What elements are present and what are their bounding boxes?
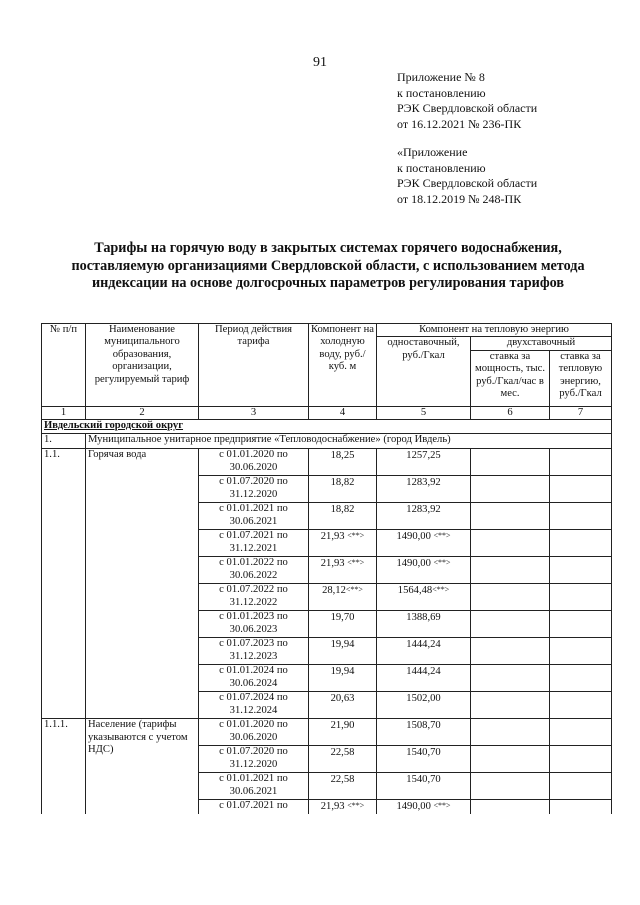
energy-value <box>550 449 612 476</box>
group-num: 1.1. <box>42 449 86 719</box>
tariff-table <box>41 323 612 814</box>
approval-line: к постановлению <box>397 160 486 175</box>
period-cell: с 01.01.2023 по 30.06.2023 <box>199 611 309 638</box>
single-value: 1257,25 <box>377 449 471 476</box>
energy-value <box>550 692 612 719</box>
org-name: Муниципальное унитарное предприятие «Тепловодоснабжение» (город Ивдель) <box>86 434 612 449</box>
column-number: 3 <box>199 406 309 419</box>
period-cell: с 01.07.2020 по 31.12.2020 <box>199 476 309 503</box>
approval-block-current <box>397 70 537 132</box>
capacity-value <box>471 449 550 476</box>
column-number: 2 <box>86 406 199 419</box>
energy-value <box>550 530 612 557</box>
capacity-value <box>471 530 550 557</box>
approval-line: к постановлению <box>397 85 486 100</box>
approval-line: от 16.12.2021 № 236-ПК <box>397 116 522 131</box>
cold-value: 21,93 <**> <box>309 530 377 557</box>
energy-value <box>550 800 612 814</box>
period-cell: с 01.01.2021 по 30.06.2021 <box>199 503 309 530</box>
single-value: 1388,69 <box>377 611 471 638</box>
header-energy-rate: ставка за тепловую энергию, руб./Гкал <box>550 350 612 406</box>
single-value: 1540,70 <box>377 773 471 800</box>
energy-value <box>550 476 612 503</box>
single-value: 1564,48<**> <box>377 584 471 611</box>
capacity-value <box>471 611 550 638</box>
group-name: Население (тарифы указываются с учетом НДС) <box>86 719 199 814</box>
group-num: 1.1.1. <box>42 719 86 814</box>
cold-value: 18,82 <box>309 503 377 530</box>
single-value: 1283,92 <box>377 476 471 503</box>
single-value: 1444,24 <box>377 665 471 692</box>
title-line: поставляемую организациями Свердловской области, с использованием метода <box>71 257 585 274</box>
energy-value <box>550 584 612 611</box>
header-single-rate: одноставочный, руб./Гкал <box>377 337 471 406</box>
table-row <box>42 449 612 476</box>
period-cell: с 01.07.2022 по 31.12.2022 <box>199 584 309 611</box>
capacity-value <box>471 773 550 800</box>
title-line: Тарифы на горячую воду в закрытых системах горячего водоснабжения, <box>94 240 562 256</box>
cold-value: 18,82 <box>309 476 377 503</box>
capacity-value <box>471 800 550 814</box>
single-value: 1283,92 <box>377 503 471 530</box>
cold-value: 19,94 <box>309 665 377 692</box>
single-value: 1508,70 <box>377 719 471 746</box>
single-value: 1490,00 <**> <box>377 800 471 814</box>
header-cold-water: Компонент на холодную воду, руб./куб. м <box>309 324 377 407</box>
approval-line: от 18.12.2019 № 248-ПК <box>397 191 522 206</box>
cold-value: 19,94 <box>309 638 377 665</box>
period-cell: с 01.07.2023 по 31.12.2023 <box>199 638 309 665</box>
period-cell: с 01.01.2022 по 30.06.2022 <box>199 557 309 584</box>
energy-value <box>550 773 612 800</box>
single-value: 1502,00 <box>377 692 471 719</box>
column-number: 6 <box>471 406 550 419</box>
single-value: 1540,70 <box>377 746 471 773</box>
period-cell: с 01.07.2021 по <box>199 800 309 814</box>
energy-value <box>550 611 612 638</box>
capacity-value <box>471 557 550 584</box>
capacity-value <box>471 692 550 719</box>
column-number: 1 <box>42 406 86 419</box>
period-cell: с 01.07.2024 по 31.12.2024 <box>199 692 309 719</box>
capacity-value <box>471 584 550 611</box>
column-number: 7 <box>550 406 612 419</box>
cold-value: 19,70 <box>309 611 377 638</box>
capacity-value <box>471 638 550 665</box>
energy-value <box>550 557 612 584</box>
energy-value <box>550 665 612 692</box>
column-number: 5 <box>377 406 471 419</box>
title-line: индексации на основе долгосрочных параметров регулирования тарифов <box>91 275 565 291</box>
period-cell: с 01.01.2020 по 30.06.2020 <box>199 449 309 476</box>
approval-block-original <box>397 145 537 207</box>
header-capacity-rate: ставка за мощность, тыс. руб./Гкал/час в мес. <box>471 350 550 406</box>
capacity-value <box>471 503 550 530</box>
single-value: 1490,00 <**> <box>377 530 471 557</box>
org-num: 1. <box>42 434 86 449</box>
region-name: Ивдельский городской округ <box>44 420 184 432</box>
energy-value <box>550 719 612 746</box>
period-cell: с 01.01.2020 по 30.06.2020 <box>199 719 309 746</box>
period-cell: с 01.01.2024 по 30.06.2024 <box>199 665 309 692</box>
header-num: № п/п <box>42 324 86 407</box>
cold-value: 22,58 <box>309 773 377 800</box>
header-period: Период действия тарифа <box>199 324 309 407</box>
energy-value <box>550 638 612 665</box>
energy-value <box>550 746 612 773</box>
cold-value: 21,90 <box>309 719 377 746</box>
group-name: Горячая вода <box>86 449 199 719</box>
cold-value: 21,93 <**> <box>309 800 377 814</box>
header-name: Наименование муниципального образования, организации, регулируемый тариф <box>86 324 199 407</box>
header-thermal: Компонент на тепловую энергию <box>377 324 612 337</box>
cold-value: 18,25 <box>309 449 377 476</box>
approval-line: РЭК Свердловской области <box>397 176 538 190</box>
document-title <box>40 240 616 293</box>
approval-line: Приложение № 8 <box>397 70 485 84</box>
table-row <box>42 719 612 746</box>
capacity-value <box>471 719 550 746</box>
capacity-value <box>471 665 550 692</box>
header-two-part: двухставочный <box>471 337 612 350</box>
period-cell: с 01.07.2020 по 31.12.2020 <box>199 746 309 773</box>
capacity-value <box>471 746 550 773</box>
region-row <box>42 420 612 434</box>
approval-line: РЭК Свердловской области <box>397 101 538 115</box>
period-cell: с 01.07.2021 по 31.12.2021 <box>199 530 309 557</box>
cold-value: 22,58 <box>309 746 377 773</box>
approval-line: «Приложение <box>397 145 468 159</box>
energy-value <box>550 503 612 530</box>
cold-value: 21,93 <**> <box>309 557 377 584</box>
page-number: 91 <box>313 55 327 70</box>
single-value: 1444,24 <box>377 638 471 665</box>
column-number: 4 <box>309 406 377 419</box>
cold-value: 20,63 <box>309 692 377 719</box>
single-value: 1490,00 <**> <box>377 557 471 584</box>
cold-value: 28,12<**> <box>309 584 377 611</box>
capacity-value <box>471 476 550 503</box>
period-cell: с 01.01.2021 по 30.06.2021 <box>199 773 309 800</box>
